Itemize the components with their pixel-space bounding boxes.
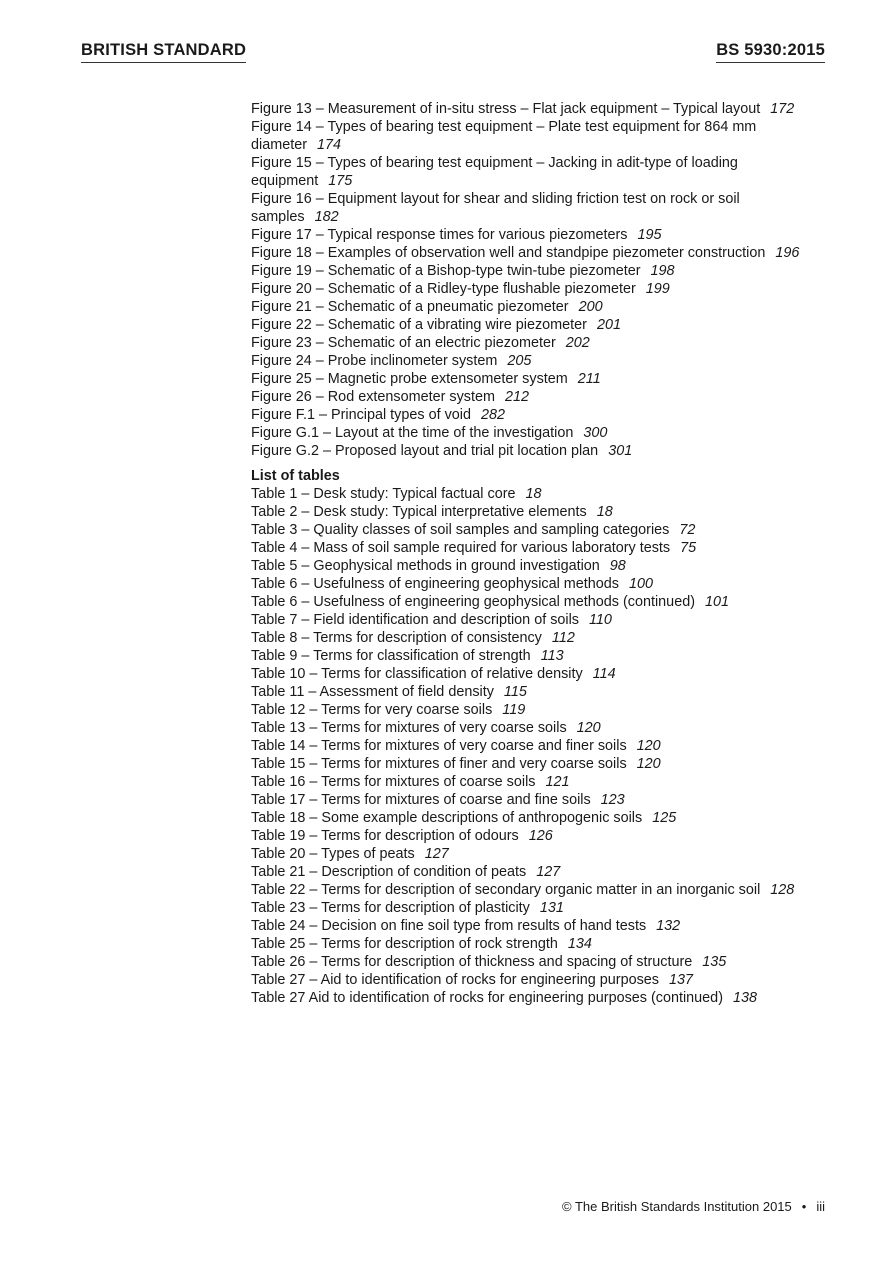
figure-entry-page-number: 282: [480, 407, 505, 423]
table-entry-page-number: 138: [732, 990, 757, 1006]
table-entry[interactable]: [251, 809, 826, 827]
figure-entry-title: Figure 14 – Types of bearing test equipment – Plate test equipment for 864 mm diameter: [251, 119, 757, 153]
table-entry-title: Table 8 – Terms for description of consistency: [251, 630, 542, 646]
figure-entry-title: Figure 13 – Measurement of in-situ stress – Flat jack equipment – Typical layout: [251, 101, 761, 117]
table-entry-page-number: 72: [679, 522, 696, 538]
table-entry[interactable]: [251, 665, 826, 683]
figure-entry-page-number: 205: [507, 353, 532, 369]
running-header-title: BRITISH STANDARD: [81, 40, 246, 63]
table-entry[interactable]: [251, 701, 826, 719]
table-entry-title: Table 20 – Types of peats: [251, 846, 415, 862]
table-entry-title: Table 25 – Terms for description of rock strength: [251, 936, 558, 952]
table-entry-page-number: 134: [567, 936, 592, 952]
figure-entry[interactable]: [251, 424, 826, 442]
table-entry-page-number: 100: [629, 576, 654, 592]
table-entry-page-number: 131: [539, 900, 564, 916]
figure-entry-page-number: 200: [578, 299, 603, 315]
figure-entry[interactable]: [251, 352, 826, 370]
table-entry-page-number: 120: [576, 720, 601, 736]
table-entry-page-number: 137: [669, 972, 694, 988]
table-entry-title: Table 24 – Decision on fine soil type from results of hand tests: [251, 918, 647, 934]
table-entry-page-number: 110: [588, 612, 612, 628]
table-entry-page-number: 123: [600, 792, 625, 808]
table-entry-page-number: 120: [636, 738, 661, 754]
figure-entry[interactable]: [251, 370, 826, 388]
table-entry[interactable]: [251, 521, 826, 539]
contents-list: [251, 100, 826, 1007]
figure-entry-title: Figure 23 – Schematic of an electric piezometer: [251, 335, 556, 351]
figure-entry[interactable]: [251, 190, 826, 226]
table-entry-title: Table 2 – Desk study: Typical interpretative elements: [251, 504, 587, 520]
table-entry-page-number: 127: [536, 864, 561, 880]
table-entry-page-number: 125: [652, 810, 677, 826]
table-entry[interactable]: [251, 737, 826, 755]
figure-entry-page-number: 182: [314, 209, 339, 225]
figure-entry[interactable]: [251, 154, 826, 190]
figure-entry-page-number: 198: [650, 263, 675, 279]
table-entry[interactable]: [251, 557, 826, 575]
figure-entry-page-number: 196: [775, 245, 800, 261]
table-entry-page-number: 75: [680, 540, 697, 556]
figure-entry-title: Figure G.1 – Layout at the time of the investigation: [251, 425, 574, 441]
list-of-tables: [251, 485, 826, 1007]
figure-entry-title: Figure G.2 – Proposed layout and trial pit location plan: [251, 443, 599, 459]
list-of-tables-heading: List of tables: [251, 468, 340, 484]
table-entry-page-number: 18: [525, 486, 542, 502]
table-entry-page-number: 113: [540, 648, 564, 664]
table-entry[interactable]: [251, 593, 826, 611]
table-entry-title: Table 27 Aid to identification of rocks for engineering purposes (continued): [251, 990, 723, 1006]
table-entry[interactable]: [251, 773, 826, 791]
figure-entry-page-number: 195: [637, 227, 662, 243]
table-entry-title: Table 26 – Terms for description of thickness and spacing of structure: [251, 954, 693, 970]
running-header-standard-number: BS 5930:2015: [716, 40, 825, 63]
table-entry-title: Table 6 – Usefulness of engineering geophysical methods (continued): [251, 594, 695, 610]
table-entry-title: Table 21 – Description of condition of peats: [251, 864, 527, 880]
figure-entry[interactable]: [251, 280, 826, 298]
figure-entry[interactable]: [251, 100, 826, 118]
figure-entry-title: Figure 22 – Schematic of a vibrating wire piezometer: [251, 317, 587, 333]
table-entry-title: Table 10 – Terms for classification of relative density: [251, 666, 583, 682]
table-entry-page-number: 120: [636, 756, 661, 772]
table-entry[interactable]: [251, 971, 826, 989]
table-entry[interactable]: [251, 503, 826, 521]
table-entry-title: Table 6 – Usefulness of engineering geophysical methods: [251, 576, 619, 592]
figure-entry[interactable]: [251, 226, 826, 244]
figure-entry-title: Figure 16 – Equipment layout for shear and sliding friction test on rock or soil samples: [251, 191, 740, 225]
table-entry-page-number: 114: [592, 666, 616, 682]
figure-entry-page-number: 199: [645, 281, 670, 297]
table-entry-page-number: 119: [502, 702, 526, 718]
table-entry[interactable]: [251, 719, 826, 737]
figure-entry[interactable]: [251, 334, 826, 352]
table-entry-title: Table 27 – Aid to identification of rocks for engineering purposes: [251, 972, 659, 988]
figure-entry[interactable]: [251, 406, 826, 424]
table-entry[interactable]: [251, 791, 826, 809]
figure-entry-page-number: 174: [317, 137, 342, 153]
table-entry[interactable]: [251, 953, 826, 971]
table-entry-page-number: 126: [528, 828, 553, 844]
table-entry-title: Table 15 – Terms for mixtures of finer and very coarse soils: [251, 756, 627, 772]
table-entry-title: Table 16 – Terms for mixtures of coarse soils: [251, 774, 536, 790]
page-number: iii: [816, 1199, 825, 1214]
table-entry-page-number: 115: [503, 684, 527, 700]
table-entry[interactable]: [251, 647, 826, 665]
table-entry-page-number: 98: [609, 558, 626, 574]
footer-bullet: •: [801, 1199, 807, 1214]
figure-entry[interactable]: [251, 316, 826, 334]
table-entry-page-number: 132: [656, 918, 681, 934]
table-entry[interactable]: [251, 629, 826, 647]
figure-entry[interactable]: [251, 442, 826, 460]
figure-entry[interactable]: [251, 262, 826, 280]
table-entry[interactable]: [251, 881, 826, 899]
table-entry-title: Table 14 – Terms for mixtures of very coarse and finer soils: [251, 738, 627, 754]
figure-entry-page-number: 212: [504, 389, 529, 405]
figure-entry[interactable]: [251, 118, 826, 154]
figure-entry-title: Figure F.1 – Principal types of void: [251, 407, 471, 423]
figure-entry[interactable]: [251, 298, 826, 316]
figure-entry[interactable]: [251, 388, 826, 406]
page-footer: [562, 1199, 825, 1215]
table-entry-page-number: 101: [705, 594, 730, 610]
table-entry-page-number: 18: [596, 504, 613, 520]
figure-entry-title: Figure 19 – Schematic of a Bishop-type twin-tube piezometer: [251, 263, 641, 279]
figure-entry-title: Figure 24 – Probe inclinometer system: [251, 353, 498, 369]
table-entry-page-number: 135: [702, 954, 727, 970]
table-entry[interactable]: [251, 575, 826, 593]
table-entry-title: Table 7 – Field identification and description of soils: [251, 612, 579, 628]
table-entry-title: Table 18 – Some example descriptions of anthropogenic soils: [251, 810, 643, 826]
figure-entry-page-number: 301: [608, 443, 633, 459]
figure-entry-title: Figure 25 – Magnetic probe extensometer system: [251, 371, 568, 387]
table-entry[interactable]: [251, 917, 826, 935]
table-entry[interactable]: [251, 899, 826, 917]
figure-entry-title: Figure 20 – Schematic of a Ridley-type flushable piezometer: [251, 281, 636, 297]
table-entry-title: Table 13 – Terms for mixtures of very coarse soils: [251, 720, 567, 736]
table-entry-title: Table 19 – Terms for description of odours: [251, 828, 519, 844]
table-entry-page-number: 127: [424, 846, 449, 862]
table-entry-title: Table 11 – Assessment of field density: [251, 684, 494, 700]
table-entry-title: Table 12 – Terms for very coarse soils: [251, 702, 493, 718]
table-entry-page-number: 121: [545, 774, 570, 790]
table-entry-title: Table 5 – Geophysical methods in ground investigation: [251, 558, 600, 574]
table-entry[interactable]: [251, 539, 826, 557]
table-entry-title: Table 4 – Mass of soil sample required for various laboratory tests: [251, 540, 671, 556]
figure-entry-page-number: 300: [583, 425, 608, 441]
figure-entry-page-number: 201: [596, 317, 621, 333]
figure-entry-title: Figure 21 – Schematic of a pneumatic piezometer: [251, 299, 569, 315]
figure-entry-page-number: 211: [577, 371, 601, 387]
table-entry[interactable]: [251, 485, 826, 503]
table-entry-title: Table 22 – Terms for description of secondary organic matter in an inorganic soil: [251, 882, 761, 898]
table-entry[interactable]: [251, 755, 826, 773]
figure-entry-page-number: 202: [565, 335, 590, 351]
table-entry[interactable]: [251, 683, 826, 701]
list-of-figures: [251, 100, 826, 460]
table-entry[interactable]: [251, 989, 826, 1007]
table-entry-title: Table 3 – Quality classes of soil samples and sampling categories: [251, 522, 670, 538]
table-entry-title: Table 23 – Terms for description of plasticity: [251, 900, 530, 916]
table-entry[interactable]: [251, 845, 826, 863]
table-entry[interactable]: [251, 611, 826, 629]
table-entry[interactable]: [251, 935, 826, 953]
table-entry-title: Table 1 – Desk study: Typical factual core: [251, 486, 516, 502]
table-entry-page-number: 112: [551, 630, 575, 646]
table-entry-title: Table 9 – Terms for classification of strength: [251, 648, 531, 664]
table-entry[interactable]: [251, 863, 826, 881]
figure-entry-title: Figure 26 – Rod extensometer system: [251, 389, 495, 405]
figure-entry-page-number: 172: [770, 101, 795, 117]
copyright-notice: © The British Standards Institution 2015: [562, 1199, 792, 1214]
figure-entry[interactable]: [251, 244, 826, 262]
figure-entry-title: Figure 17 – Typical response times for various piezometers: [251, 227, 628, 243]
table-entry-page-number: 128: [770, 882, 795, 898]
figure-entry-page-number: 175: [328, 173, 353, 189]
table-entry-title: Table 17 – Terms for mixtures of coarse and fine soils: [251, 792, 591, 808]
figure-entry-title: Figure 18 – Examples of observation well and standpipe piezometer construction: [251, 245, 766, 261]
figure-entry-title: Figure 15 – Types of bearing test equipment – Jacking in adit-type of loading equipment: [251, 155, 738, 189]
table-entry[interactable]: [251, 827, 826, 845]
